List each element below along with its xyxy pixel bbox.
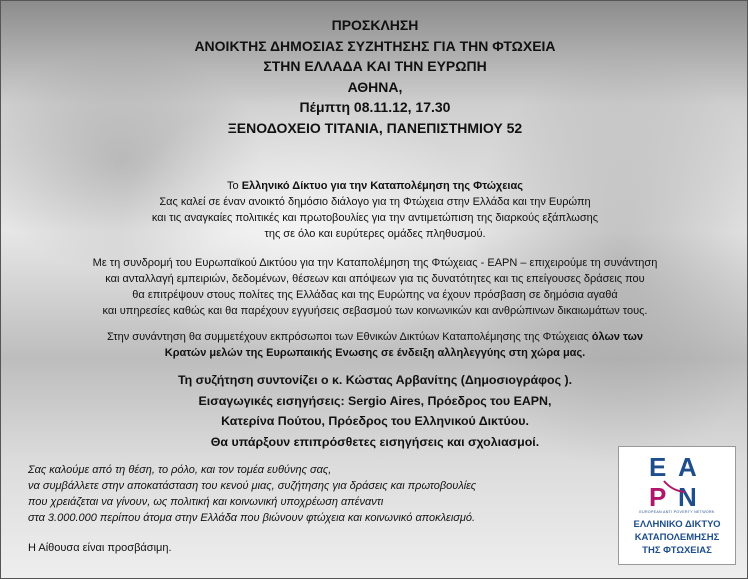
closing-line: στα 3.000.000 περίπου άτομα στην Ελλάδα που βιώνουν φτώχεια και κοινωνικό αποκλεισμό. — [28, 512, 476, 524]
intro-line: Σας καλεί σε έναν ανοικτό δημόσιο διάλογο για τη Φτώχεια στην Ελλάδα και την Ευρώπη — [159, 196, 591, 208]
speakers-line-2: Κατερίνα Πούτου, Πρόεδρος του Ελληνικού Δικτύου. — [221, 414, 529, 428]
header-city: ΑΘΗΝΑ, — [347, 78, 403, 95]
support-paragraph — [1, 255, 748, 319]
logo-letter-a: A — [678, 452, 697, 482]
speakers-line-1: Εισαγωγικές εισηγήσεις: Sergio Aires, Πρόεδρος του EAPN, — [198, 393, 552, 408]
logo-letter-e: E — [649, 452, 667, 482]
eapn-logo-mark — [645, 451, 709, 509]
coordination-block — [1, 370, 748, 452]
header-date-time: Πέμπτη 08.11.12, 17.30 — [299, 99, 451, 115]
meeting-line-2: Κρατών μελών της Ευρωπαικής Ενωσης σε ένδειξη αλληλεγγύης στη χώρα μας. — [164, 347, 586, 359]
logo-name-line: ΤΗΣ ΦΤΩΧΕΙΑΣ — [642, 545, 712, 556]
header-title: ΠΡΟΣΚΛΗΣΗ — [331, 17, 419, 33]
logo-tagline: EUROPEAN ANTI POVERTY NETWORK — [639, 510, 715, 514]
support-line: και υπηρεσίες καθώς και θα παρέχουν εγγυήσεις σεβασμού των κοινωνικών και ανθρώπινων δικαιωμάτων τους. — [102, 305, 648, 317]
intro-line-org — [1, 178, 748, 194]
closing-line: που χρειάζεται να γίνουν, ως πολιτική και κοινωνική υποχρέωση απέναντι — [28, 496, 384, 508]
closing-line: να συμβάλλετε στην αποκατάσταση του κενού μιας, συζήτησης για δράσεις και πρωτοβουλίες — [28, 480, 477, 492]
support-line: Με τη συνδρομή του Ευρωπαϊκού Δικτύου για την Καταπολέμηση της Φτώχειας - EAPN – επιχειρούμε τη συνάντηση — [92, 257, 658, 269]
meeting-line-1 — [1, 329, 748, 345]
intro-line: και τις αναγκαίες πολιτικές και πρωτοβουλίες για την αντιμετώπιση της διαρκούς εξάπλωσης — [151, 212, 599, 224]
closing-paragraph — [28, 462, 608, 526]
intro-prefix: Το — [227, 180, 242, 192]
intro-paragraph — [1, 178, 748, 242]
additional-talks-line: Θα υπάρξουν επιπρόσθετες εισηγήσεις και σχολιασμοί. — [210, 434, 540, 449]
meeting-line-1-normal: Στην συνάντηση θα συμμετέχουν εκπρόσωποι των Εθνικών Δικτύων Καταπολέμησης της Φτώχειας — [107, 331, 592, 343]
meeting-paragraph — [1, 329, 748, 361]
accessibility-note: Η Αίθουσα είναι προσβάσιμη. — [28, 542, 172, 554]
logo-letter-n: N — [678, 482, 697, 509]
header-subject-line-2: ΣΤΗΝ ΕΛΛΑΔΑ ΚΑΙ ΤΗΝ ΕΥΡΩΠΗ — [263, 58, 487, 74]
meeting-line-1-bold: όλων των — [591, 331, 643, 343]
support-line: θα επιτρέψουν στους πολίτες της Ελλάδας και της Ευρώπης να έχουν πρόσβαση σε δημόσια αγαθά — [132, 289, 618, 301]
header-venue: ΞΕΝΟΔΟΧΕΙΟ ΤΙΤΑΝΙΑ, ΠΑΝΕΠΙΣΤΗΜΙΟΥ 52 — [227, 119, 523, 136]
logo-organization-name — [619, 518, 735, 557]
organization-name: Ελληνικό Δίκτυο για την Καταπολέμηση της Φτώχειας — [241, 180, 523, 192]
header-subject-line-1: ΑΝΟΙΚΤΗΣ ΔΗΜΟΣΙΑΣ ΣΥΖΗΤΗΣΗΣ ΓΙΑ ΤΗΝ ΦΤΩΧΕΙΑ — [194, 37, 556, 54]
logo-letter-p: P — [649, 482, 667, 509]
eapn-logo — [618, 446, 736, 565]
invitation-header — [1, 15, 748, 138]
support-line: και ανταλλαγή εμπειριών, δεδομένων, θέσεων και απόψεων για τις δυνατότητες και τις επείγουσες δράσεις που — [105, 273, 645, 285]
logo-name-line: ΕΛΛΗΝΙΚΟ ΔΙΚΤΥΟ — [633, 519, 721, 530]
closing-line: Σας καλούμε από τη θέση, το ρόλο, και τον τομέα ευθύνης σας, — [28, 464, 332, 476]
intro-line: της σε όλο και ευρύτερες ομάδες πληθυσμού. — [264, 228, 486, 240]
moderator-line: Τη συζήτηση συντονίζει ο κ. Κώστας Αρβανίτης (Δημοσιογράφος ). — [177, 373, 573, 387]
logo-name-line: ΚΑΤΑΠΟΛΕΜΗΣΗΣ — [634, 532, 720, 543]
